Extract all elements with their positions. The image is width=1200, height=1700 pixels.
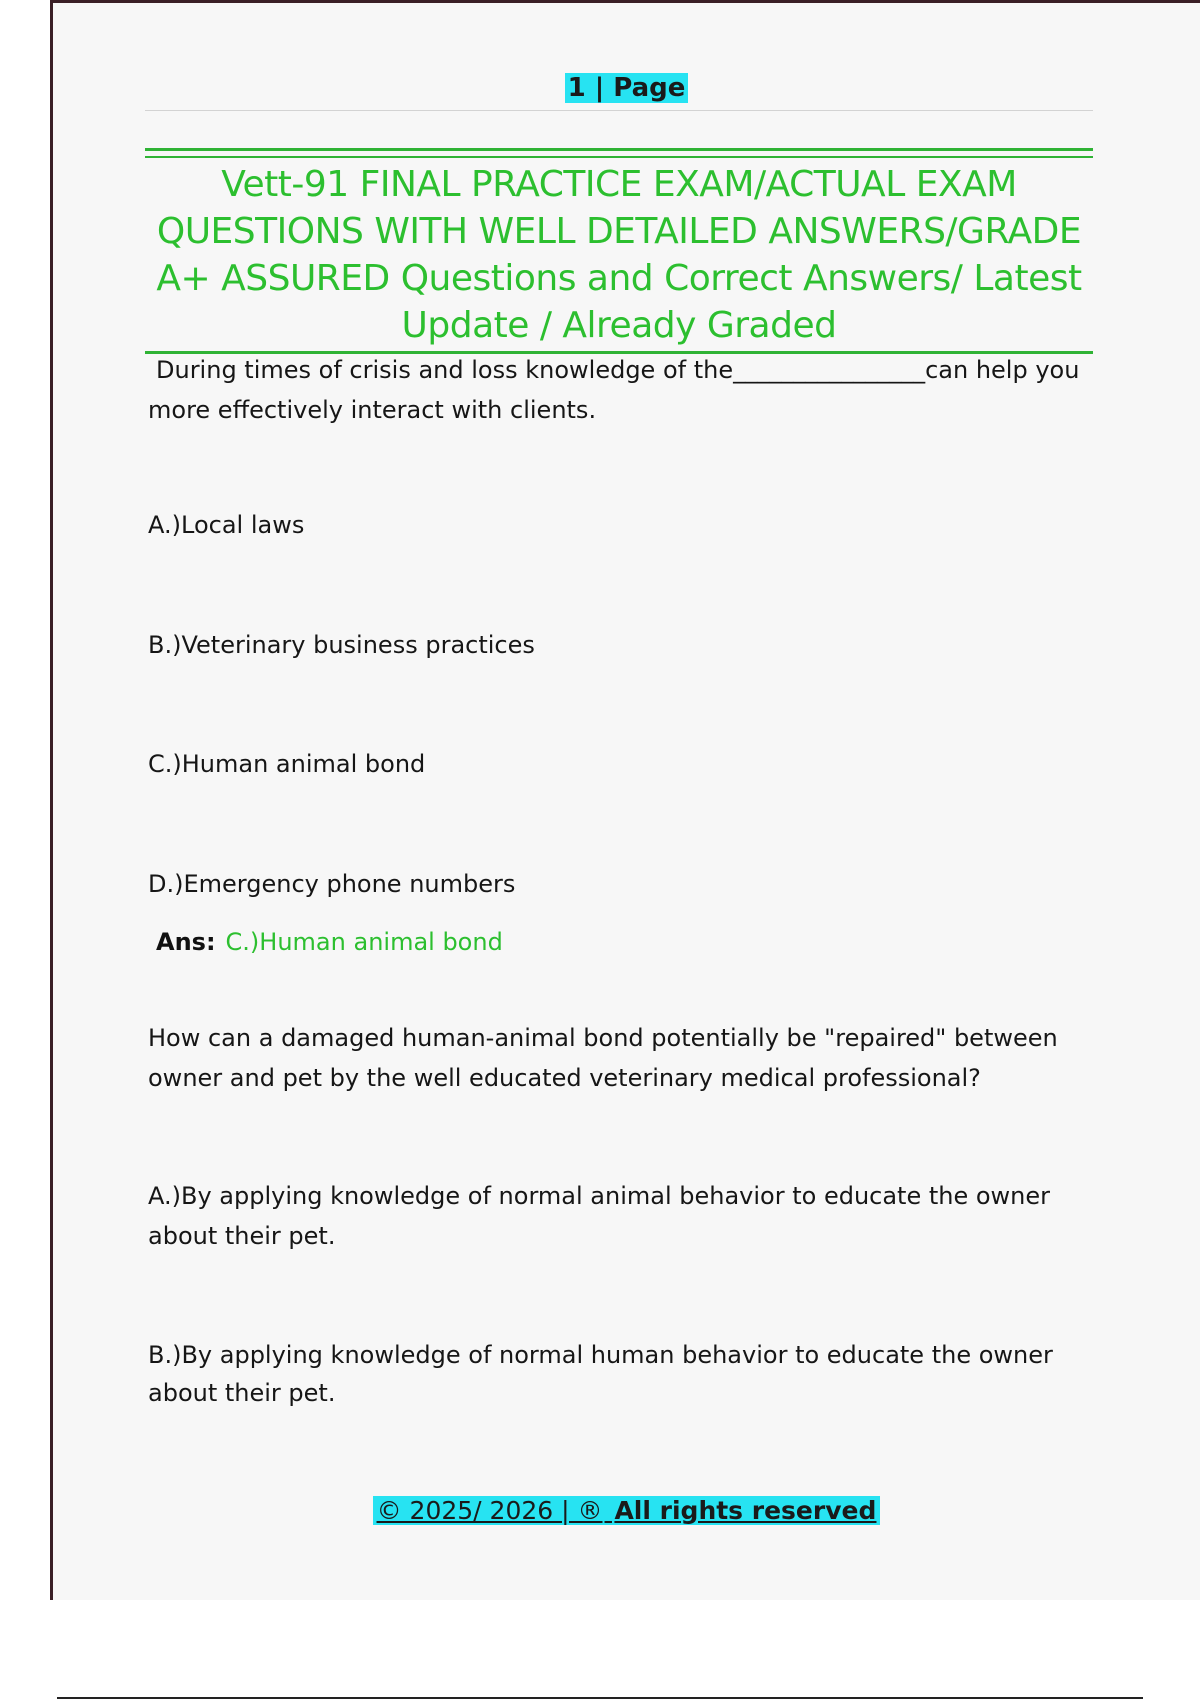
question-1-text: During times of crisis and loss knowledge of the________________can help you more effectively interact with clients.: [148, 356, 1080, 424]
page-number: 1 | Page: [53, 73, 1200, 103]
question-2-text: How can a damaged human-animal bond potentially be "repaired" between owner and pet by the well educated veterinary medical professional?: [148, 1024, 1058, 1092]
question-1-option-c: C.)Human animal bond: [148, 750, 426, 778]
question-2-option-b: B.)By applying knowledge of normal human behavior to educate the owner about their pet.: [148, 1341, 1053, 1407]
footer-rights: All rights reserved: [614, 1496, 877, 1525]
question-2-option-a: A.)By applying knowledge of normal animal behavior to educate the owner about their pet.: [148, 1182, 1051, 1250]
question-1-option-b: B.)Veterinary business practices: [148, 631, 535, 659]
bottom-divider: [57, 1697, 1143, 1699]
document-page: [50, 0, 1200, 1600]
header-divider: [145, 110, 1093, 111]
answer-value: C.)Human animal bond: [225, 928, 503, 956]
footer-copyright: [53, 1496, 1200, 1525]
question-1-option-a: A.)Local laws: [148, 511, 305, 539]
document-title: Vett-91 FINAL PRACTICE EXAM/ACTUAL EXAM QUESTIONS WITH WELL DETAILED ANSWERS/GRADE A+ ASSURED Questions and Correct Answers/ Latest Update / Already Graded: [156, 164, 1082, 346]
title-rule-top-thin: [145, 156, 1093, 158]
title-rule-top: [145, 148, 1093, 151]
question-1-option-d: D.)Emergency phone numbers: [148, 870, 516, 898]
footer-years: © 2025/ 2026 | ®: [376, 1496, 603, 1525]
answer-label: Ans:: [156, 928, 216, 956]
question-1-answer: [156, 928, 503, 956]
